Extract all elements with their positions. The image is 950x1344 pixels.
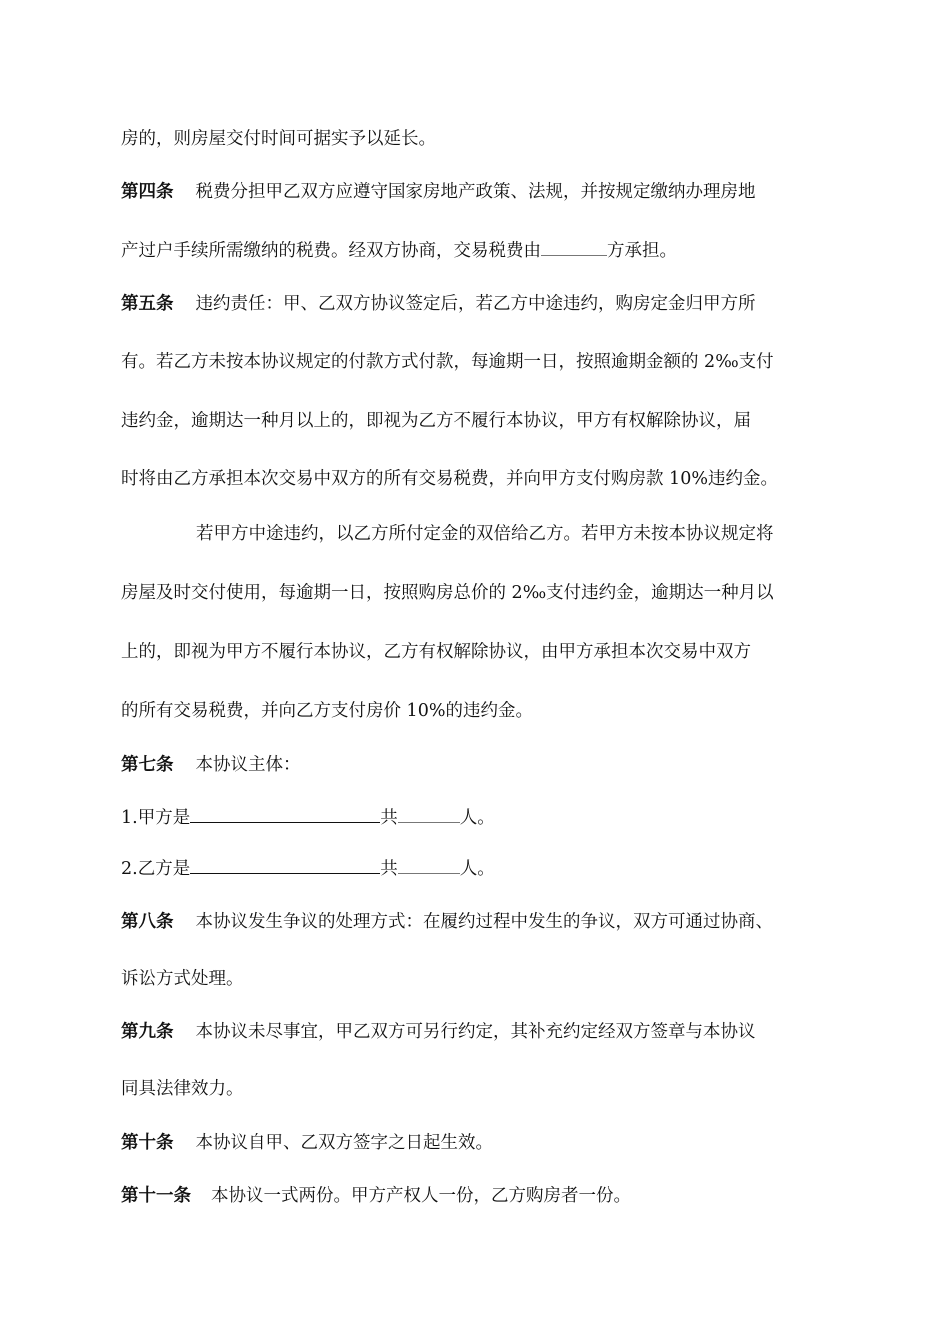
text-line: [121, 640, 751, 664]
party-a-name-blank[interactable]: [190, 805, 380, 823]
party-b-count-blank[interactable]: [398, 856, 460, 874]
article-10-line: [121, 1131, 493, 1155]
paragraph-text: 上的，即视为甲方不履行本协议，乙方有权解除协议，由甲方承担本次交易中双方: [121, 642, 751, 662]
paragraph-text: 房的，则房屋交付时间可据实予以延长。: [121, 129, 436, 149]
text-line: [121, 409, 751, 433]
article-heading: 第五条: [121, 294, 174, 314]
text-line: [121, 467, 778, 491]
party-b-line: [121, 856, 495, 881]
paragraph-text: 时将由乙方承担本次交易中双方的所有交易税费，并向甲方支付购房款 10%违约金。: [121, 469, 778, 489]
article-9-line-1: [121, 1020, 756, 1044]
text-line: [196, 522, 774, 546]
article-heading: 第四条: [121, 182, 174, 202]
party-b-name-blank[interactable]: [190, 856, 380, 874]
article-7-line: [121, 753, 301, 777]
article-heading: 第十条: [121, 1133, 174, 1153]
party-a-count-blank[interactable]: [398, 805, 460, 823]
paragraph-text: 产过户手续所需缴纳的税费。经双方协商，交易税费由: [121, 241, 541, 261]
text-line: [121, 699, 533, 723]
text-line: [121, 967, 244, 991]
paragraph-text: 违约责任：甲、乙双方协议签定后，若乙方中途违约，购房定金归甲方所: [195, 294, 756, 314]
text-line: [121, 350, 774, 374]
paragraph-text: 若甲方中途违约，以乙方所付定金的双倍给乙方。若甲方未按本协议规定将: [196, 524, 774, 544]
paragraph-text: 诉讼方式处理。: [121, 969, 244, 989]
count-label: 共: [380, 859, 398, 879]
party-a-line: [121, 805, 495, 830]
party-label: 1.甲方是: [121, 808, 191, 828]
count-unit: 人。: [459, 859, 495, 879]
paragraph-text: 本协议自甲、乙双方签字之日起生效。: [195, 1133, 493, 1153]
article-heading: 第十一条: [121, 1186, 191, 1206]
count-label: 共: [380, 808, 398, 828]
text-line: [121, 1077, 244, 1101]
article-11-line: [121, 1184, 631, 1208]
fill-in-blank[interactable]: [541, 238, 607, 256]
paragraph-text: 房屋及时交付使用，每逾期一日，按照购房总价的 2‰支付违约金，逾期达一种月以: [121, 583, 774, 603]
party-label: 2.乙方是: [121, 859, 191, 879]
paragraph-text: 税费分担甲乙双方应遵守国家房地产政策、法规，并按规定缴纳办理房地: [195, 182, 756, 202]
text-line: [121, 581, 774, 605]
paragraph-text: 本协议一式两份。甲方产权人一份，乙方购房者一份。: [211, 1186, 631, 1206]
article-heading: 第九条: [121, 1022, 174, 1042]
text-line: [121, 127, 436, 151]
article-8-line-1: [121, 910, 773, 934]
paragraph-text: 本协议发生争议的处理方式：在履约过程中发生的争议，双方可通过协商、: [195, 912, 773, 932]
article-heading: 第七条: [121, 755, 174, 775]
paragraph-text: 的所有交易税费，并向乙方支付房价 10%的违约金。: [121, 701, 533, 721]
paragraph-text: 同具法律效力。: [121, 1079, 244, 1099]
article-4-line-1: [121, 180, 756, 204]
paragraph-text: 本协议主体：: [195, 755, 301, 775]
article-4-line-2: [121, 238, 677, 263]
paragraph-text: 本协议未尽事宜，甲乙双方可另行约定，其补充约定经双方签章与本协议: [195, 1022, 756, 1042]
count-unit: 人。: [459, 808, 495, 828]
paragraph-text: 方承担。: [607, 241, 677, 261]
article-heading: 第八条: [121, 912, 174, 932]
paragraph-text: 有。若乙方未按本协议规定的付款方式付款，每逾期一日，按照逾期金额的 2‰支付: [121, 352, 774, 372]
paragraph-text: 违约金，逾期达一种月以上的，即视为乙方不履行本协议，甲方有权解除协议，届: [121, 411, 751, 431]
article-5-line-1: [121, 292, 756, 316]
